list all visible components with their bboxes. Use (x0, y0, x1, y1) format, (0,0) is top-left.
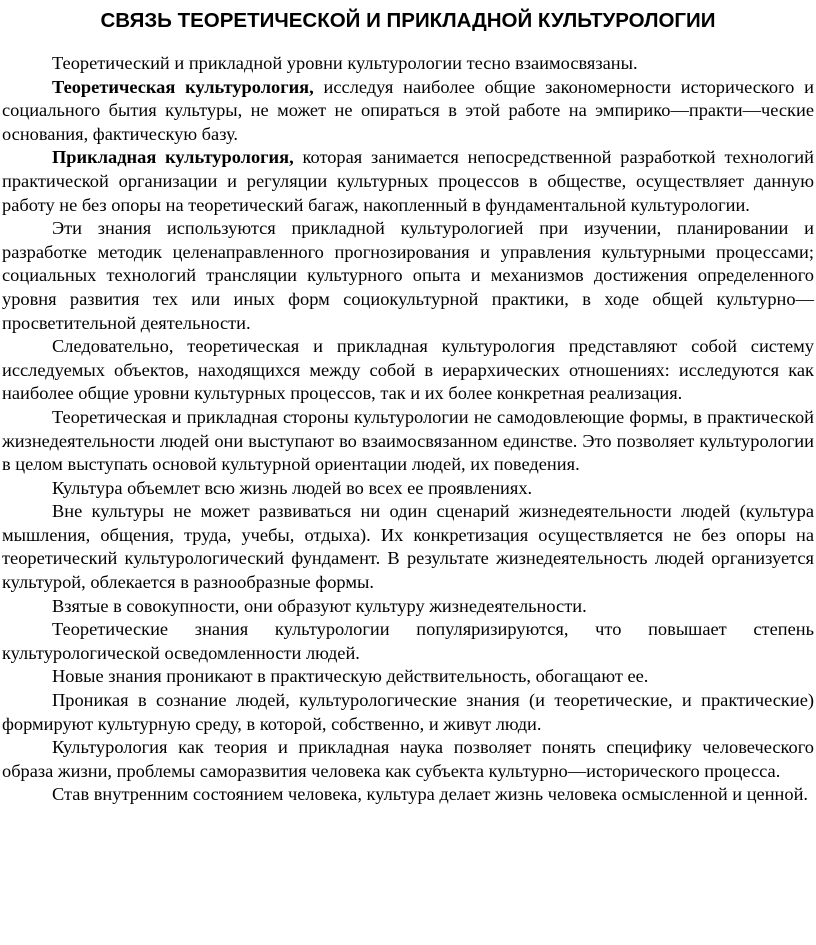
paragraph-bold-term: Прикладная культурология, (52, 147, 294, 168)
paragraph-text: которая занимается непосредственной разработкой технологий практической организации и регуляции культурных процессов в обществе, осуществляет данную работу не без опоры на теоретический багаж, накопленный в фундаментальной культурологии. (2, 147, 814, 215)
paragraph (2, 595, 814, 619)
document-title: СВЯЗЬ ТЕОРЕТИЧЕСКОЙ И ПРИКЛАДНОЙ КУЛЬТУРОЛОГИИ (100, 9, 716, 32)
paragraph (2, 736, 814, 783)
paragraph-text: Следовательно, теоретическая и прикладная культурология представляют собой систему исследуемых объектов, находящихся между собой в иерархических отношениях: исследуются как наиболее общие уровни культурных процессов, так и их более конкретная реализация. (2, 336, 814, 404)
paragraph (2, 477, 814, 501)
paragraph (2, 618, 814, 665)
paragraph-text: Эти знания используются прикладной культурологией при изучении, планировании и разработке методик целенаправленного прогнозирования и управления культурными процессами; социальных технологий трансляции культурного опыта и механизмов достижения определенного уровня развития тех или иных форм социокультурной практики, в ходе общей культурно—просветительной деятельности. (2, 218, 814, 333)
paragraph (2, 335, 814, 406)
paragraph-text: Теоретическая и прикладная стороны культурологии не самодовлеющие формы, в практической жизнедеятельности людей они выступают во взаимосвязанном единстве. Это позволяет культурологии в целом выступать основой культурной ориентации людей, их поведения. (2, 406, 814, 475)
paragraph (2, 665, 814, 689)
paragraph (2, 406, 814, 477)
paragraph-text: Теоретические знания культурологии популяризируются, что повышает степень культурологической осведомленности людей. (2, 619, 814, 663)
paragraph (2, 783, 814, 807)
paragraph-text: Проникая в сознание людей, культурологические знания (и теоретические, и практические) формируют культурную среду, в которой, собственно, и живут люди. (2, 690, 814, 734)
paragraph (2, 689, 814, 736)
paragraph-text: Культурология как теория и прикладная наука позволяет понять специфику человеческого образа жизни, проблемы саморазвития человека как субъекта культурно—исторического процесса. (2, 737, 814, 781)
paragraph (2, 52, 814, 76)
paragraph-text: Культура объемлет всю жизнь людей во всех ее проявлениях. (52, 477, 533, 498)
paragraph (2, 146, 814, 217)
paragraph-text: Став внутренним состоянием человека, культура делает жизнь человека осмысленной и ценной. (52, 784, 809, 805)
paragraph-bold-term: Теоретическая культурология, (52, 76, 314, 97)
paragraph-text: Взятые в совокупности, они образуют культуру жизнедеятельности. (52, 595, 587, 616)
paragraph (2, 500, 814, 594)
document-body (2, 52, 814, 807)
paragraph-text: исследуя наиболее общие закономерности исторического и социального бытия культуры, не может не опираться в этой работе на эмпирико—практи—ческие основания, фактическую базу. (2, 76, 814, 144)
document-page (2, 0, 814, 807)
paragraph-text: Вне культуры не может развиваться ни один сценарий жизнедеятельности людей (культура мышления, общения, труда, учебы, отдыха). Их конкретизация осуществляется не без опоры на теоретический культурологический фундамент. В результате жизнедеятельность людей организуется культурой, облекается в разнообразные формы. (2, 501, 814, 593)
paragraph (2, 217, 814, 335)
paragraph-text: Теоретический и прикладной уровни культурологии тесно взаимосвязаны. (52, 53, 638, 73)
paragraph (2, 76, 814, 147)
paragraph-text: Новые знания проникают в практическую действительность, обогащают ее. (52, 666, 649, 687)
